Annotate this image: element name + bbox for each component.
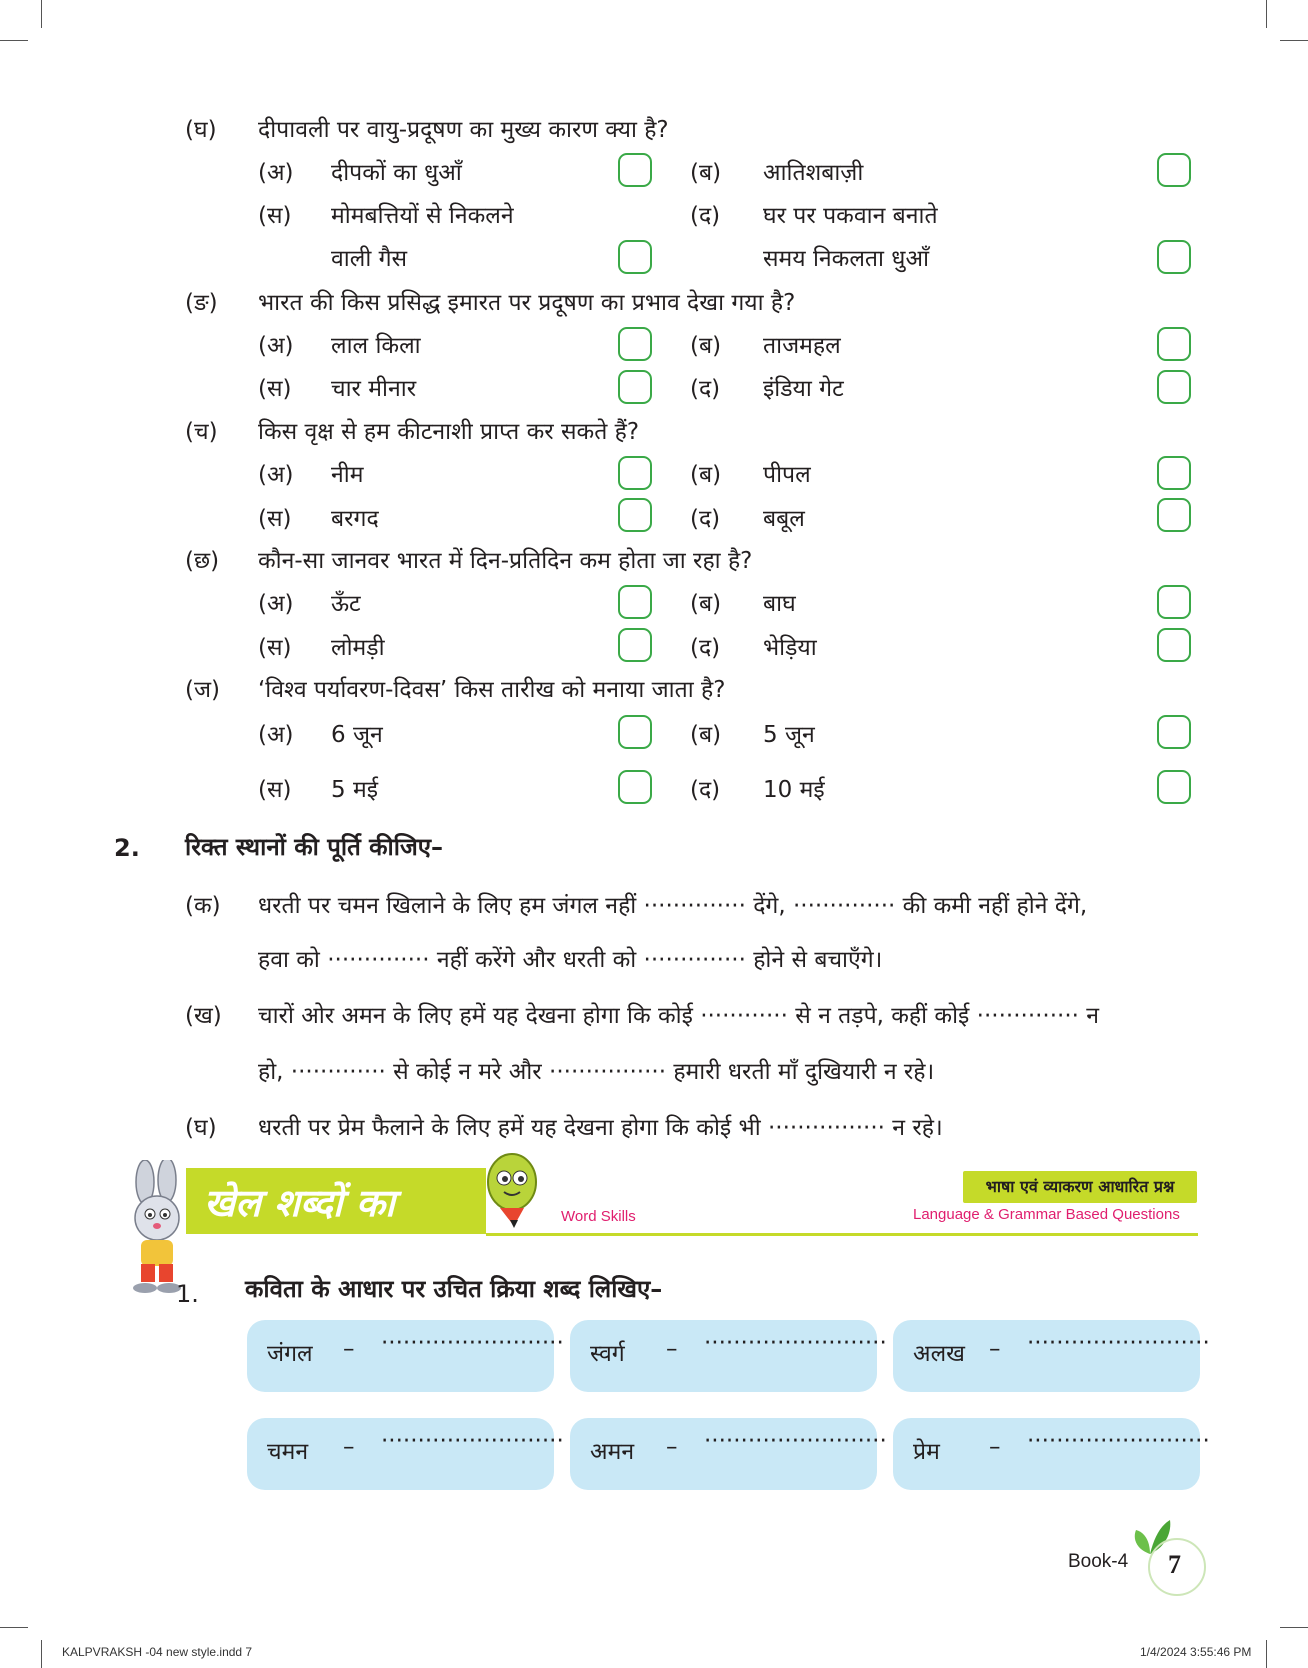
option-label: (ब): [690, 333, 722, 359]
word-dash: –: [666, 1434, 678, 1460]
question-number: (ङ): [185, 290, 218, 316]
option-text: 5 जून: [763, 722, 815, 748]
option-text: बाघ: [763, 591, 796, 617]
page-number: 7: [1168, 1550, 1181, 1579]
answer-checkbox[interactable]: [618, 715, 652, 749]
book-label: Book-4: [1068, 1551, 1129, 1572]
question-text: ‘विश्व पर्यावरण-दिवस’ किस तारीख को मनाया जाता है?: [258, 677, 726, 703]
option-text: लाल किला: [331, 333, 421, 359]
option-label: (द): [690, 635, 721, 661]
file-name: KALPVRAKSH -04 new style.indd 7: [62, 1645, 253, 1659]
option-text: बबूल: [763, 506, 805, 532]
option-text: लोमड़ी: [331, 635, 385, 661]
answer-checkbox[interactable]: [1157, 153, 1191, 187]
word-dash: –: [666, 1336, 678, 1362]
fill-item-line: धरती पर चमन खिलाने के लिए हम जंगल नहीं ·············· देंगे, ·············· की कमी नहीं होने देंगे,: [258, 893, 1088, 919]
word-pill: [247, 1320, 564, 1392]
option-label: (ब): [690, 591, 722, 617]
fill-item-line: चारों ओर अमन के लिए हमें यह देखना होगा कि कोई ············ से न तड़पे, कहीं कोई ·············· न: [258, 1003, 1100, 1029]
answer-checkbox[interactable]: [1157, 770, 1191, 804]
option-text: इंडिया गेट: [763, 376, 844, 402]
question-number: (च): [185, 419, 218, 445]
option-text: 6 जून: [331, 722, 383, 748]
word-blank[interactable]: ·························: [381, 1330, 564, 1356]
crop-mark: [0, 40, 28, 41]
word-blank[interactable]: ·························: [1027, 1428, 1210, 1454]
crop-mark: [1266, 1640, 1267, 1668]
answer-checkbox[interactable]: [618, 456, 652, 490]
crop-mark: [1280, 40, 1308, 41]
option-text: ताजमहल: [763, 333, 841, 359]
pencil-mascot-icon: [482, 1150, 546, 1230]
option-label: (स): [258, 203, 292, 229]
option-label: (ब): [690, 462, 722, 488]
word-dash: –: [343, 1336, 355, 1362]
option-text-cont: वाली गैस: [331, 246, 408, 272]
word-dash: –: [343, 1434, 355, 1460]
fill-item-line: हो, ············· से कोई न मरे और ················ हमारी धरती माँ दुखियारी न रहे।: [258, 1059, 935, 1085]
option-label: (अ): [258, 160, 294, 186]
answer-checkbox[interactable]: [618, 327, 652, 361]
option-text: 5 मई: [331, 777, 378, 803]
crop-mark: [41, 0, 42, 28]
crop-mark: [1266, 0, 1267, 28]
word-label: चमन: [267, 1439, 309, 1465]
option-label: (अ): [258, 591, 294, 617]
answer-checkbox[interactable]: [1157, 456, 1191, 490]
answer-checkbox[interactable]: [618, 770, 652, 804]
option-label: (स): [258, 506, 292, 532]
answer-checkbox[interactable]: [618, 153, 652, 187]
option-text: पीपल: [763, 462, 811, 488]
answer-checkbox[interactable]: [618, 498, 652, 532]
option-text: नीम: [331, 462, 364, 488]
question-number: (छ): [185, 548, 220, 574]
word-label: अलख: [913, 1341, 965, 1367]
option-text-cont: समय निकलता धुआँ: [763, 246, 929, 272]
answer-checkbox[interactable]: [1157, 240, 1191, 274]
option-label: (अ): [258, 333, 294, 359]
answer-checkbox[interactable]: [618, 628, 652, 662]
fill-item-label: (क): [185, 893, 221, 919]
answer-checkbox[interactable]: [1157, 585, 1191, 619]
option-label: (द): [690, 506, 721, 532]
option-text: बरगद: [331, 506, 379, 532]
option-label: (अ): [258, 462, 294, 488]
banner-subtitle: Word Skills: [561, 1208, 636, 1225]
word-pill: [893, 1320, 1210, 1392]
word-label: स्वर्ग: [590, 1341, 625, 1367]
option-label: (स): [258, 777, 292, 803]
word-label: अमन: [590, 1439, 635, 1465]
category-badge-en: Language & Grammar Based Questions: [913, 1206, 1180, 1223]
word-label: प्रेम: [913, 1439, 940, 1465]
option-text: ऊँट: [331, 591, 361, 617]
question-text: किस वृक्ष से हम कीटनाशी प्राप्त कर सकते हैं?: [258, 419, 640, 445]
answer-checkbox[interactable]: [1157, 715, 1191, 749]
option-label: (ब): [690, 722, 722, 748]
answer-checkbox[interactable]: [1157, 498, 1191, 532]
word-blank[interactable]: ·························: [1027, 1330, 1210, 1356]
banner-title: खेल शब्दों का: [204, 1181, 395, 1225]
answer-checkbox[interactable]: [618, 370, 652, 404]
crop-mark: [0, 1627, 28, 1628]
word-pill: [247, 1418, 564, 1490]
fill-item-label: (घ): [185, 1115, 217, 1141]
word-blank[interactable]: ·························: [704, 1330, 887, 1356]
crop-mark: [1280, 1627, 1308, 1628]
question-text: दीपावली पर वायु-प्रदूषण का मुख्य कारण क्या है?: [258, 117, 669, 143]
section-title: कविता के आधार पर उचित क्रिया शब्द लिखिए–: [245, 1275, 663, 1303]
option-label: (द): [690, 376, 721, 402]
question-number: (घ): [185, 117, 217, 143]
banner-underline: [486, 1233, 1198, 1236]
word-pill: [570, 1418, 887, 1490]
question-text: कौन-सा जानवर भारत में दिन-प्रतिदिन कम होता जा रहा है?: [258, 548, 753, 574]
answer-checkbox[interactable]: [1157, 370, 1191, 404]
word-pill: [893, 1418, 1210, 1490]
question-text: भारत की किस प्रसिद्ध इमारत पर प्रदूषण का प्रभाव देखा गया है?: [258, 290, 796, 316]
word-dash: –: [989, 1434, 1001, 1460]
rabbit-mascot-icon: [115, 1160, 195, 1300]
fill-item-line: हवा को ·············· नहीं करेंगे और धरती को ·············· होने से बचाएँगे।: [258, 947, 883, 973]
fill-item-line: धरती पर प्रेम फैलाने के लिए हमें यह देखना होगा कि कोई भी ················ न रहे।: [258, 1115, 943, 1141]
crop-mark: [41, 1640, 42, 1668]
option-text: मोमबत्तियों से निकलने: [331, 203, 514, 229]
option-label: (द): [690, 777, 721, 803]
section-number: 1.: [176, 1280, 199, 1308]
option-label: (स): [258, 635, 292, 661]
answer-checkbox[interactable]: [1157, 628, 1191, 662]
question-number: (ज): [185, 677, 221, 703]
option-text: घर पर पकवान बनाते: [763, 203, 938, 229]
word-label: जंगल: [267, 1341, 313, 1367]
word-blank[interactable]: ·························: [704, 1428, 887, 1454]
option-text: दीपकों का धुआँ: [331, 160, 462, 186]
answer-checkbox[interactable]: [618, 240, 652, 274]
option-label: (ब): [690, 160, 722, 186]
answer-checkbox[interactable]: [618, 585, 652, 619]
option-text: 10 मई: [763, 777, 825, 803]
section-number: 2.: [114, 834, 140, 862]
category-badge: भाषा एवं व्याकरण आधारित प्रश्न: [963, 1171, 1197, 1203]
option-text: चार मीनार: [331, 376, 417, 402]
word-pill: [570, 1320, 887, 1392]
answer-checkbox[interactable]: [1157, 327, 1191, 361]
option-text: भेड़िया: [763, 635, 817, 661]
option-text: आतिशबाज़ी: [763, 160, 864, 186]
section-title: रिक्त स्थानों की पूर्ति कीजिए–: [185, 833, 444, 861]
option-label: (द): [690, 203, 721, 229]
word-dash: –: [989, 1336, 1001, 1362]
word-blank[interactable]: ·························: [381, 1428, 564, 1454]
fill-item-label: (ख): [185, 1003, 222, 1029]
option-label: (स): [258, 376, 292, 402]
option-label: (अ): [258, 722, 294, 748]
print-date: 1/4/2024 3:55:46 PM: [1140, 1645, 1252, 1659]
